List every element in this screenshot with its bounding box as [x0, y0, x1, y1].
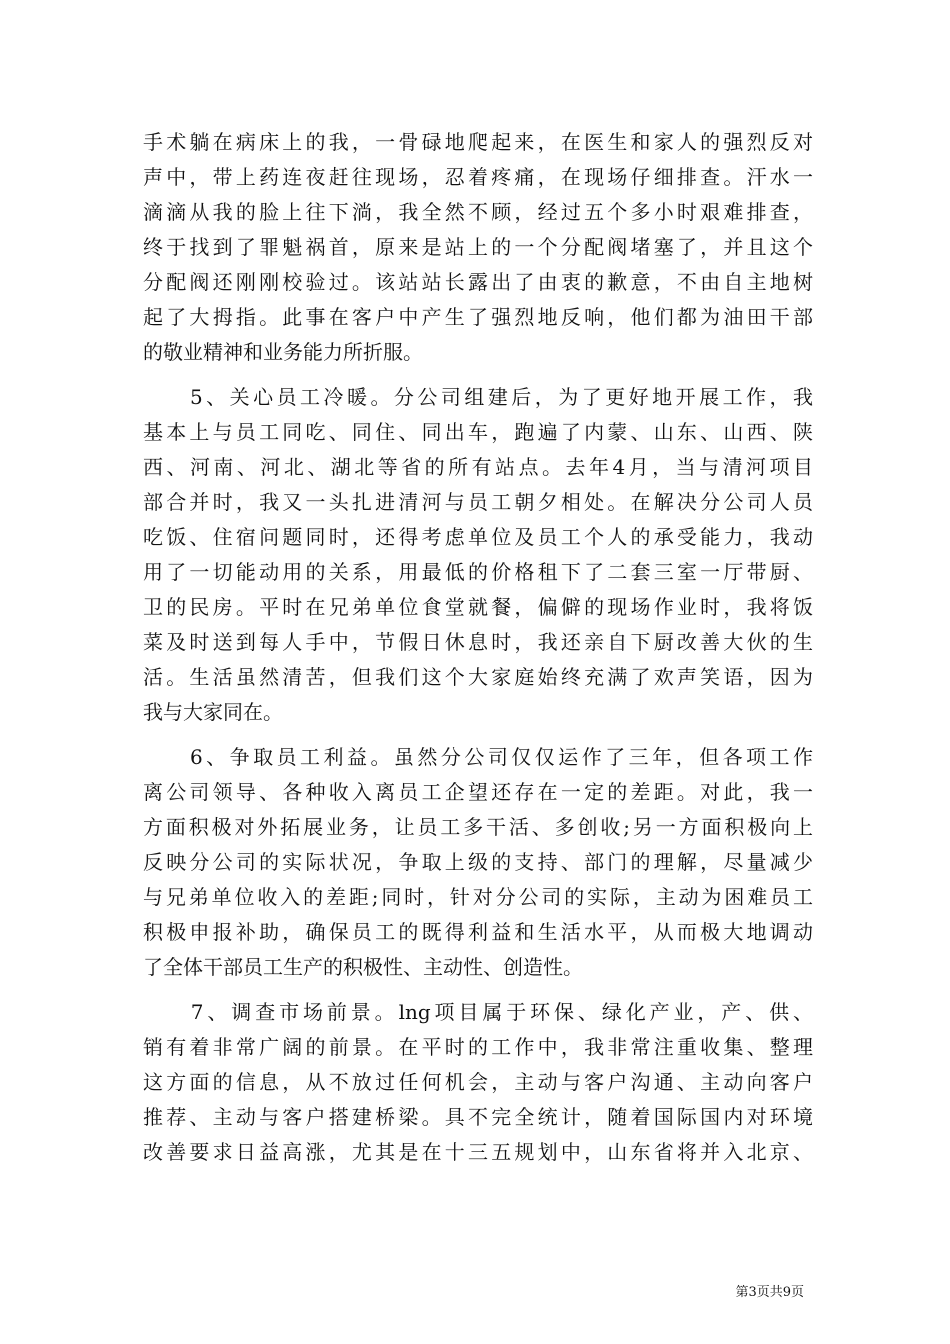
paragraph-6-start: 6、争取员工利益。虽然分公司仅仅运作了三年，但各项工作 — [143, 745, 813, 769]
text-line: 卫的民房。平时在兄弟单位食堂就餐，偏僻的现场作业时，我将饭 — [143, 595, 813, 619]
text-line: 西、河南、河北、湖北等省的所有站点。去年4月，当与清河项目 — [143, 455, 813, 479]
text-line: 方面积极对外拓展业务，让员工多干活、多创收;另一方面积极向上 — [143, 815, 813, 839]
text-line: 了全体干部员工生产的积极性、主动性、创造性。 — [143, 955, 583, 979]
text-line: 销有着非常广阔的前景。在平时的工作中，我非常注重收集、整理 — [143, 1035, 813, 1059]
text-line: 部合并时，我又一头扎进清河与员工朝夕相处。在解决分公司人员 — [143, 490, 813, 514]
text-line: 吃饭、住宿问题同时，还得考虑单位及员工个人的承受能力，我动 — [143, 525, 813, 549]
text-line: 终于找到了罪魁祸首，原来是站上的一个分配阀堵塞了，并且这个 — [143, 235, 813, 259]
paragraph-5-start: 5、关心员工冷暖。分公司组建后，为了更好地开展工作，我 — [143, 385, 813, 409]
text-line: 的敬业精神和业务能力所折服。 — [143, 340, 423, 364]
text-line: 起了大拇指。此事在客户中产生了强烈地反响，他们都为油田干部 — [143, 305, 813, 329]
text-line: 我与大家同在。 — [143, 700, 283, 724]
text-line: 积极申报补助，确保员工的既得利益和生活水平，从而极大地调动 — [143, 920, 813, 944]
text-line: 推荐、主动与客户搭建桥梁。具不完全统计，随着国际国内对环境 — [143, 1105, 813, 1129]
text-line: 离公司领导、各种收入离员工企望还存在一定的差距。对此，我一 — [143, 780, 813, 804]
text-line: 活。生活虽然清苦，但我们这个大家庭始终充满了欢声笑语，因为 — [143, 665, 813, 689]
page-number: 第3页共9页 — [735, 1285, 804, 1300]
text-line: 手术躺在病床上的我，一骨碌地爬起来，在医生和家人的强烈反对 — [143, 130, 813, 154]
text-line: 滴滴从我的脸上往下淌，我全然不顾，经过五个多小时艰难排查， — [143, 200, 813, 224]
text-line: 与兄弟单位收入的差距;同时，针对分公司的实际，主动为困难员工 — [143, 885, 813, 909]
text-line: 基本上与员工同吃、同住、同出车，跑遍了内蒙、山东、山西、陕 — [143, 420, 813, 444]
text-line: 这方面的信息，从不放过任何机会，主动与客户沟通、主动向客户 — [143, 1070, 813, 1094]
text-line: 声中，带上药连夜赶往现场，忍着疼痛，在现场仔细排查。汗水一 — [143, 165, 813, 189]
text-line: 用了一切能动用的关系，用最低的价格租下了二套三室一厅带厨、 — [143, 560, 813, 584]
text-line: 改善要求日益高涨，尤其是在十三五规划中，山东省将并入北京、 — [143, 1140, 813, 1164]
text-line: 菜及时送到每人手中，节假日休息时，我还亲自下厨改善大伙的生 — [143, 630, 813, 654]
text-line: 分配阀还刚刚校验过。该站站长露出了由衷的歉意，不由自主地树 — [143, 270, 813, 294]
paragraph-7-start: 7、调查市场前景。lng项目属于环保、绿化产业，产、供、 — [143, 1000, 813, 1024]
text-line: 反映分公司的实际状况，争取上级的支持、部门的理解，尽量减少 — [143, 850, 813, 874]
